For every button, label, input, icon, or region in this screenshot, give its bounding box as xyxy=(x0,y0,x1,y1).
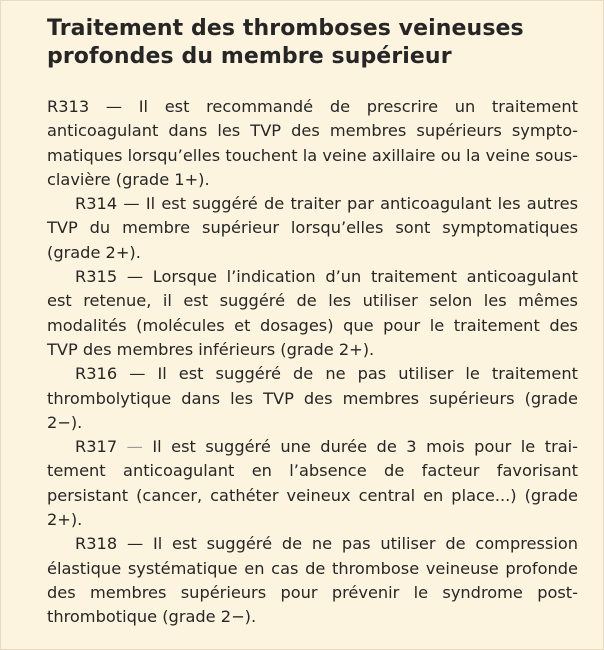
recommendation-dash: — xyxy=(89,97,139,116)
recommendation-dash: — xyxy=(117,437,153,457)
recommendation-dash: — xyxy=(117,267,153,287)
recommendation-code: R313 xyxy=(47,97,90,116)
recommendation-code: R314 xyxy=(75,194,118,214)
recommendation-text: Il est suggéré de ne pas utiliser de compression élastique systématique en cas de thrombose veineuse profonde des membres supérieurs pour prévenir le syndrome post-thrombotique (grade 2−). xyxy=(47,534,579,627)
recommendation-r317 xyxy=(47,435,578,532)
recommendation-text: Il est suggéré une durée de 3 mois pour le traitement anticoagulant en l’absence de facteur favorisant persistant (cancer, cathéter veineux central en place...) (grade 2+). xyxy=(47,437,578,530)
section-title: Traitement des thromboses veineuses profondes du membre supérieur xyxy=(47,16,524,69)
recommendation-r315 xyxy=(47,265,578,362)
recommendation-dash: — xyxy=(117,364,158,384)
recommendation-r318 xyxy=(47,532,578,629)
recommendation-r314 xyxy=(47,192,578,265)
recommendation-text: Il est suggéré de ne pas utiliser le traitement thrombolytique dans les TVP des membres supérieurs (grade 2−). xyxy=(47,364,578,432)
recommendation-text: Il est recommandé de prescrire un traitement anticoagulant dans les TVP des membres supérieurs symptomatiques lorsqu’elles touchent la veine axillaire ou la veine sous-clavière (grade 1+). xyxy=(47,97,578,189)
recommendation-code: R317 xyxy=(75,437,118,457)
recommendations-body xyxy=(47,95,578,630)
recommendation-code: R315 xyxy=(75,267,118,287)
recommendation-dash: — xyxy=(117,194,146,214)
recommendation-r313 xyxy=(47,95,578,192)
recommendation-r316 xyxy=(47,362,578,435)
recommendation-code: R318 xyxy=(75,534,118,554)
recommendation-text: Il est suggéré de traiter par anticoagulant les autres TVP du membre supérieur lorsqu’elles sont symptomatiques (grade 2+). xyxy=(47,194,579,262)
recommendation-text: Lorsque l’indication d’un traitement anticoagulant est retenue, il est suggéré de les utiliser selon les mêmes modalités (molécules et dosages) que pour le traitement des TVP des membres inférieurs (grade 2+). xyxy=(47,267,578,359)
recommendation-dash: — xyxy=(117,534,153,554)
recommendation-code: R316 xyxy=(75,364,118,384)
